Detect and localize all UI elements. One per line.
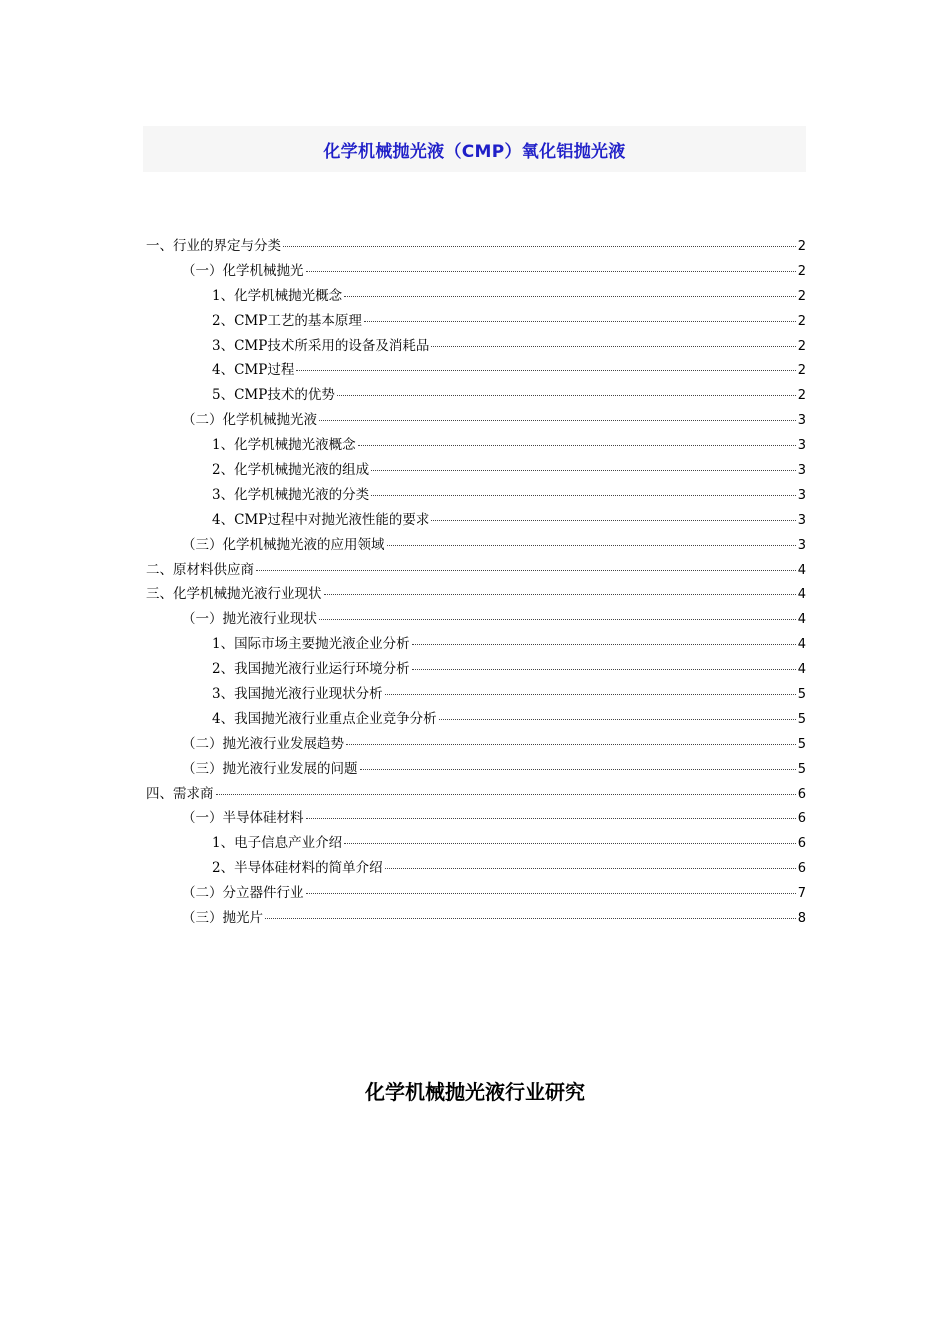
toc-dot-leader [412, 668, 796, 670]
toc-entry[interactable] [146, 632, 806, 657]
toc-dot-leader [412, 643, 796, 645]
toc-entry[interactable] [146, 607, 806, 632]
toc-entry[interactable] [146, 582, 806, 607]
toc-entry[interactable] [146, 284, 806, 309]
toc-entry-page: 2 [797, 363, 806, 379]
toc-entry-label: 1、电子信息产业介绍 [212, 835, 343, 852]
toc-entry-page: 2 [797, 313, 806, 329]
toc-entry[interactable] [146, 558, 806, 583]
toc-entry[interactable] [146, 856, 806, 881]
toc-entry-label: 4、我国抛光液行业重点企业竞争分析 [212, 710, 437, 727]
toc-entry-label: 3、CMP技术所采用的设备及消耗品 [212, 337, 430, 354]
toc-entry-label: （二）分立器件行业 [182, 885, 304, 902]
toc-entry-label: 四、需求商 [146, 785, 214, 802]
toc-dot-leader [306, 270, 796, 272]
toc-entry[interactable] [146, 657, 806, 682]
toc-entry[interactable] [146, 682, 806, 707]
toc-dot-leader [385, 693, 796, 695]
toc-dot-leader [360, 768, 796, 770]
toc-entry-page: 4 [797, 587, 806, 603]
toc-entry-label: 二、原材料供应商 [146, 561, 254, 578]
toc-entry-page: 3 [797, 438, 806, 454]
toc-dot-leader [346, 743, 796, 745]
toc-entry-label: （三）化学机械抛光液的应用领域 [182, 536, 385, 553]
toc-dot-leader [324, 593, 796, 595]
toc-entry[interactable] [146, 383, 806, 408]
toc-dot-leader [371, 494, 796, 496]
toc-entry[interactable] [146, 533, 806, 558]
toc-entry-label: 4、CMP过程 [212, 362, 295, 379]
toc-entry-page: 4 [797, 612, 806, 628]
toc-dot-leader [344, 842, 796, 844]
toc-dot-leader [385, 867, 796, 869]
toc-dot-leader [296, 369, 795, 371]
toc-entry-label: （二）化学机械抛光液 [182, 412, 317, 429]
toc-entry-page: 2 [797, 263, 806, 279]
section-heading: 化学机械抛光液行业研究 [365, 1080, 585, 1104]
toc-entry-page: 3 [797, 537, 806, 553]
toc-entry-page: 5 [797, 736, 806, 752]
toc-entry-label: 1、化学机械抛光液概念 [212, 437, 356, 454]
toc-entry-page: 4 [797, 562, 806, 578]
toc-entry[interactable] [146, 906, 806, 931]
toc-dot-leader [306, 817, 796, 819]
toc-entry-page: 8 [797, 911, 806, 927]
toc-entry[interactable] [146, 483, 806, 508]
toc-entry-page: 3 [797, 413, 806, 429]
toc-dot-leader [371, 469, 796, 471]
toc-entry-page: 6 [797, 786, 806, 802]
toc-dot-leader [265, 917, 796, 919]
toc-entry-page: 6 [797, 811, 806, 827]
toc-entry-page: 3 [797, 463, 806, 479]
toc-entry[interactable] [146, 458, 806, 483]
toc-dot-leader [358, 444, 796, 446]
toc-dot-leader [216, 793, 796, 795]
toc-dot-leader [431, 345, 795, 347]
toc-entry-page: 6 [797, 836, 806, 852]
toc-entry[interactable] [146, 732, 806, 757]
toc-entry-label: （一）化学机械抛光 [182, 262, 304, 279]
toc-entry-page: 4 [797, 662, 806, 678]
toc-entry-label: （三）抛光片 [182, 910, 263, 927]
toc-dot-leader [283, 245, 796, 247]
toc-entry[interactable] [146, 334, 806, 359]
toc-dot-leader [364, 320, 796, 322]
toc-entry-label: 4、CMP过程中对抛光液性能的要求 [212, 511, 430, 528]
toc-entry[interactable] [146, 259, 806, 284]
toc-entry-label: 一、行业的界定与分类 [146, 238, 281, 254]
toc-entry-label: （一）抛光液行业现状 [182, 611, 317, 628]
toc-entry[interactable] [146, 358, 806, 383]
toc-entry-page: 3 [797, 512, 806, 528]
toc-entry[interactable] [146, 309, 806, 334]
toc-dot-leader [344, 295, 796, 297]
toc-entry-label: 3、化学机械抛光液的分类 [212, 486, 370, 503]
toc-entry-label: 2、化学机械抛光液的组成 [212, 462, 370, 479]
toc-entry-label: 2、我国抛光液行业运行环境分析 [212, 661, 410, 678]
toc-entry-page: 2 [797, 239, 806, 254]
toc-entry[interactable] [146, 881, 806, 906]
toc-entry-page: 2 [797, 388, 806, 404]
toc-entry[interactable] [146, 831, 806, 856]
toc-entry-label: 2、半导体硅材料的简单介绍 [212, 860, 383, 877]
toc-entry-label: 2、CMP工艺的基本原理 [212, 312, 362, 329]
toc-entry-label: （一）半导体硅材料 [182, 810, 304, 827]
toc-entry[interactable] [146, 508, 806, 533]
toc-dot-leader [337, 394, 796, 396]
toc-entry[interactable] [146, 757, 806, 782]
toc-entry-page: 3 [797, 487, 806, 503]
toc-entry[interactable] [146, 234, 806, 259]
toc-entry-label: 三、化学机械抛光液行业现状 [146, 586, 322, 603]
toc-entry-page: 2 [797, 288, 806, 304]
toc-entry-label: 1、化学机械抛光概念 [212, 287, 343, 304]
table-of-contents [146, 234, 806, 931]
toc-entry-page: 4 [797, 637, 806, 653]
title-band [143, 126, 806, 172]
toc-entry[interactable] [146, 707, 806, 732]
toc-entry-page: 2 [797, 338, 806, 354]
toc-dot-leader [319, 618, 796, 620]
toc-dot-leader [256, 569, 796, 571]
toc-entry-page: 5 [797, 761, 806, 777]
toc-entry-page: 5 [797, 687, 806, 703]
toc-entry-label: 3、我国抛光液行业现状分析 [212, 686, 383, 703]
toc-dot-leader [431, 519, 795, 521]
toc-dot-leader [387, 544, 796, 546]
toc-entry[interactable] [146, 408, 806, 433]
toc-entry-label: 5、CMP技术的优势 [212, 387, 335, 404]
toc-entry[interactable] [146, 806, 806, 831]
toc-entry-label: （三）抛光液行业发展的问题 [182, 760, 358, 777]
toc-dot-leader [306, 892, 796, 894]
toc-dot-leader [439, 718, 796, 720]
toc-dot-leader [319, 419, 796, 421]
toc-entry[interactable] [146, 782, 806, 807]
toc-entry-page: 6 [797, 861, 806, 877]
toc-entry-page: 5 [797, 711, 806, 727]
toc-entry-page: 7 [797, 886, 806, 902]
toc-entry-label: （二）抛光液行业发展趋势 [182, 735, 344, 752]
toc-entry-label: 1、国际市场主要抛光液企业分析 [212, 636, 410, 653]
document-title: 化学机械抛光液（CMP）氧化铝抛光液 [323, 141, 626, 162]
toc-entry[interactable] [146, 433, 806, 458]
